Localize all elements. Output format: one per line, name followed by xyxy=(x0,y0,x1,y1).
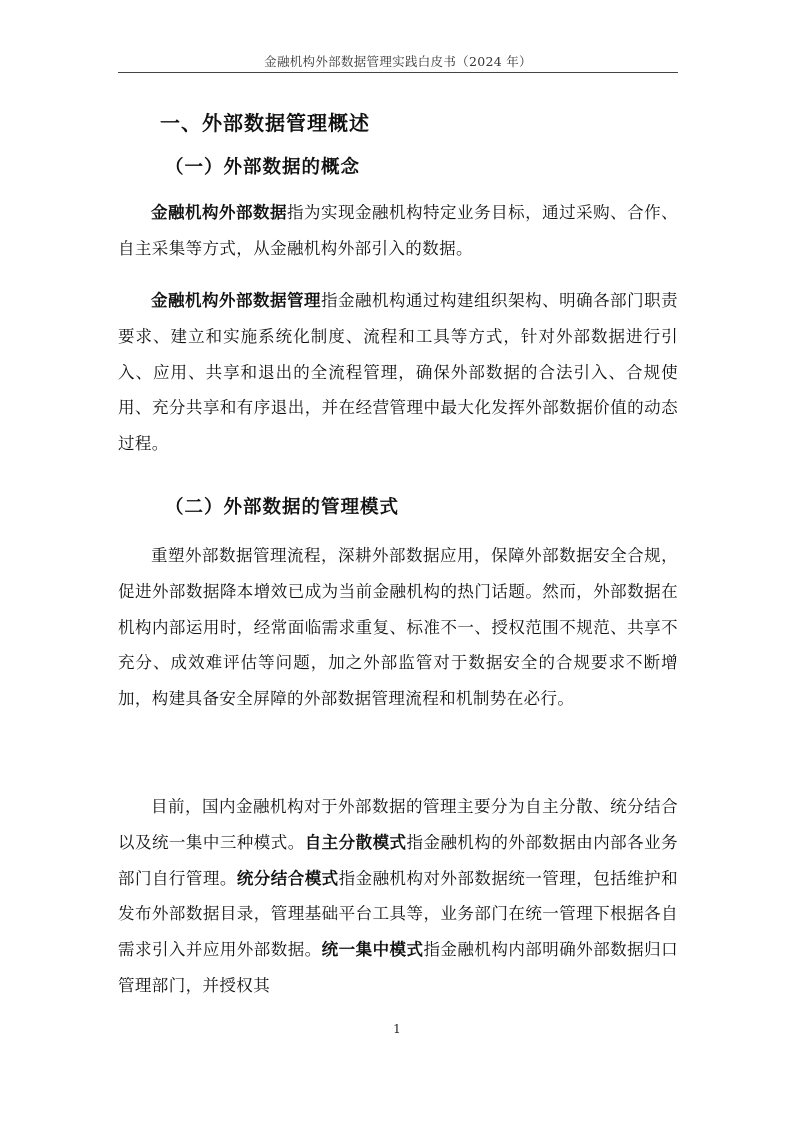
term-autonomous-mode: 自主分散模式 xyxy=(304,832,407,852)
body-text: 指金融机构内部明确外部数据归口管理部门，并授权其 xyxy=(118,940,678,995)
running-header: 金融机构外部数据管理实践白皮书（2024 年） xyxy=(264,54,532,69)
definition-text: 指为实现金融机构特定业务目标，通过采购、合作、自主采集等方式，从金融机构外部引入的数据。 xyxy=(118,203,678,258)
term-hybrid-mode: 统分结合模式 xyxy=(236,868,339,888)
subsection-heading-concept: （一）外部数据的概念 xyxy=(165,157,361,178)
section-heading: 一、外部数据管理概述 xyxy=(160,111,370,135)
term-centralized-mode: 统一集中模式 xyxy=(321,940,424,960)
body-text: 指金融机构的外部数据由内部各业务部门自行管理。 xyxy=(118,832,678,888)
page-number: 1 xyxy=(393,1022,401,1036)
term-external-data: 金融机构外部数据 xyxy=(151,203,288,222)
body-text: 目前，国内金融机构对于外部数据的管理主要分为自主分散、统分结合以及统一集中三种模式。 xyxy=(118,797,678,852)
paragraph-management-challenges: 重塑外部数据管理流程，深耕外部数据应用，保障外部数据安全合规，促进外部数据降本增效已成为当前金融机构的热门话题。然而，外部数据在机构内部运用时，经常面临需求重复、标准不一、授权范围不规范、共享不充分、成效难评估等问题，加之外部监管对于数据安全的合规要求不断增加，构建具备安全屏障的外部数据管理流程和机制势在必行。 xyxy=(118,546,678,709)
term-external-data-management: 金融机构外部数据管理 xyxy=(151,291,322,310)
paragraph-data-management-definition xyxy=(118,283,678,462)
subsection-heading-management-modes: （二）外部数据的管理模式 xyxy=(165,497,400,518)
paragraph-external-data-definition xyxy=(118,195,678,267)
header-divider xyxy=(118,72,678,73)
paragraph-management-modes xyxy=(118,789,678,1004)
body-text: 指金融机构对外部数据统一管理，包括维护和发布外部数据目录，管理基础平台工具等，业务部门在统一管理下根据各自需求引入并应用外部数据。 xyxy=(118,868,678,960)
definition-text: 指金融机构通过构建组织架构、明确各部门职责要求、建立和实施系统化制度、流程和工具等方式，针对外部数据进行引入、应用、共享和退出的全流程管理，确保外部数据的合法引入、合规使用、充分共享和有序退出，并在经营管理中最大化发挥外部数据价值的动态过程。 xyxy=(118,291,678,454)
